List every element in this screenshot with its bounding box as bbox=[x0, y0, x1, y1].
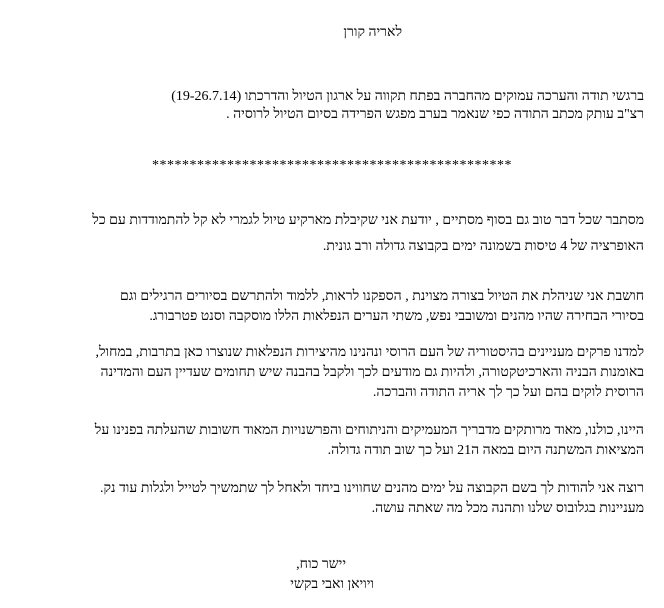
paragraph-1-line-2: האופרציה של 4 טיסות בשמונה ימים בקבוצה גדולה ורב גונית. bbox=[322, 239, 644, 254]
paragraph-2-line-1: חושבת אני שניהלת את הטיול בצורה מצוינת , הספקנו לראות, ללמוד ולהתרשם בסיורים הרגילים וגם bbox=[119, 289, 644, 304]
paragraph-5-line-2: מעניינות בגלובוס שלנו ותהנה מכל מה שאתה עושה. bbox=[371, 501, 644, 516]
paragraph-3-line-3: הרוסית לוקים בהם ועל כך לך אריה התודה והברכה. bbox=[372, 385, 644, 400]
separator: ************************************************ bbox=[152, 158, 512, 173]
paragraph-4-line-1: היינו, כולנו, מאוד מרותקים מדבריך המעמיקים והניתוחים והפרשנויות המאוד חשובות שהעלתה בפנינו על bbox=[94, 423, 644, 438]
paragraph-1-line-1: מסתבר שכל דבר טוב גם בסוף מסתיים , יודעת אני שקיבלת מארקיע טיול לגמרי לא קל להתמודדות עם כל bbox=[92, 213, 644, 228]
intro-line-2: רצ"ב עותק מכתב התודה כפי שנאמר בערב מפגש הפרידה בסיום הטיול לרוסיה . bbox=[226, 107, 644, 122]
paragraph-3-line-2: באומנות הבניה והארכיטקטורה, ולהיות גם מודעים לכך ולקבל בהבנה שיש תחומים שעדיין העם והמדינה bbox=[100, 365, 644, 380]
closing: יישר כוח, bbox=[296, 557, 346, 572]
paragraph-2-line-2: בסיורי הבחירה שהיו מהנים ומשובבי נפש, משתי הערים הנפלאות הללו מוסקבה וסנט פטרבורג. bbox=[149, 309, 644, 324]
paragraph-5-line-1: רוצה אני להודות לך בשם הקבוצה על ימים מהנים שחווינו ביחד ולאחל לך שתמשיך לטייל ולגלות עוד נק. bbox=[100, 481, 644, 496]
paragraph-4-line-2: המציאות המשתנה היום במאה ה21 ועל כך שוב תודה גדולה. bbox=[327, 443, 644, 458]
signature: ויויאן ואבי בקשי bbox=[290, 577, 374, 592]
addressee: לאריה קורן bbox=[343, 25, 402, 40]
intro-line-1: ברגשי תודה והערכה עמוקים מהחברה בפתח תקווה על ארגון הטיול והדרכתו (19-26.7.14) bbox=[171, 89, 644, 104]
paragraph-3-line-1: למדנו פרקים מעניינים בהיסטוריה של העם הרוסי ונהנינו מהיצירות הנפלאות שנוצרו כאן בתרבות, במחול, bbox=[95, 345, 644, 360]
